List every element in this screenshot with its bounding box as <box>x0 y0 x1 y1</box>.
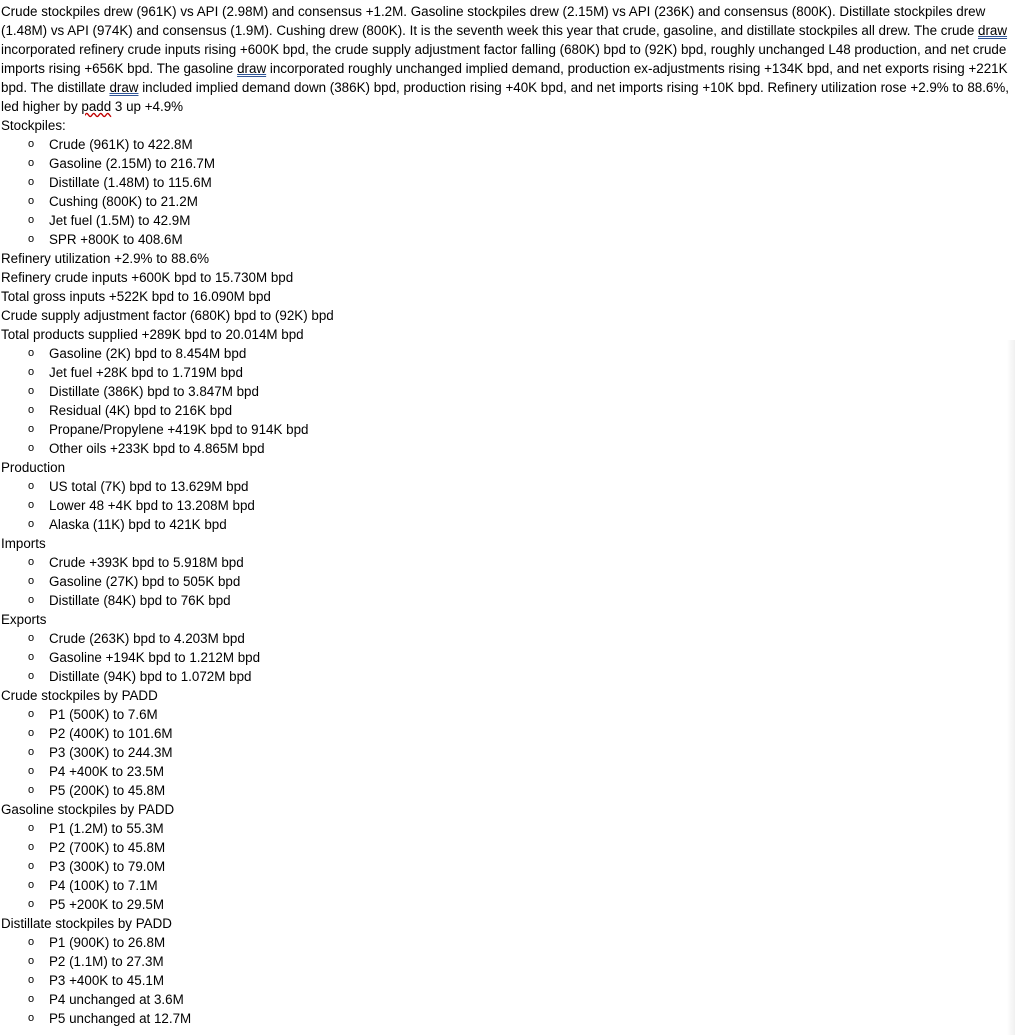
list-item: o P3 (300K) to 244.3M <box>1 743 1013 762</box>
bullet-icon: o <box>27 784 35 796</box>
exports-list <box>1 629 1013 686</box>
production-list <box>1 477 1013 534</box>
intro-text-2: incorporated refinery crude inputs rising +600K bpd, the crude supply adjustment factor falling (680K) bpd to (92K) bpd, roughly unchanged L48 production, and net crude imports rising +656K bpd. The gasoline <box>1 42 1007 76</box>
production-heading: Production <box>1 460 66 475</box>
list-item: o P4 (100K) to 7.1M <box>1 876 1013 895</box>
list-item: o Crude +393K bpd to 5.918M bpd <box>1 553 1013 572</box>
spelling-flag-padd[interactable]: padd <box>81 99 112 114</box>
total-gross-inputs-line: Total gross inputs +522K bpd to 16.090M bpd <box>1 289 271 304</box>
intro-text-5: 3 up +4.9% <box>111 99 184 114</box>
bullet-icon: o <box>27 898 35 910</box>
list-item: o P3 (300K) to 79.0M <box>1 857 1013 876</box>
bullet-icon: o <box>27 993 35 1005</box>
bullet-icon: o <box>27 841 35 853</box>
document-body <box>1 2 1013 1028</box>
list-item: o P2 (400K) to 101.6M <box>1 724 1013 743</box>
bullet-icon: o <box>27 138 35 150</box>
bullet-icon: o <box>27 974 35 986</box>
bullet-icon: o <box>27 727 35 739</box>
crude-adjustment-factor-line: Crude supply adjustment factor (680K) bpd to (92K) bpd <box>1 308 334 323</box>
list-item: o Distillate (84K) bpd to 76K bpd <box>1 591 1013 610</box>
bullet-icon: o <box>27 955 35 967</box>
gasoline-padd-list <box>1 819 1013 914</box>
bullet-icon: o <box>27 518 35 530</box>
list-item: o Distillate (386K) bpd to 3.847M bpd <box>1 382 1013 401</box>
list-item: o P4 +400K to 23.5M <box>1 762 1013 781</box>
bullet-icon: o <box>27 765 35 777</box>
grammar-flag-draw-crude[interactable]: draw <box>978 23 1008 38</box>
list-item: o Propane/Propylene +419K bpd to 914K bpd <box>1 420 1013 439</box>
bullet-icon: o <box>27 385 35 397</box>
distillate-padd-list <box>1 933 1013 1028</box>
crude-padd-heading: Crude stockpiles by PADD <box>1 688 158 703</box>
bullet-icon: o <box>27 670 35 682</box>
bullet-icon: o <box>27 594 35 606</box>
intro-text-3: incorporated roughly unchanged implied demand, production ex-adjustments rising +134K bpd, and net exports rising +221K bpd. The distillate <box>1 61 1008 95</box>
bullet-icon: o <box>27 556 35 568</box>
intro-paragraph <box>1 2 1013 116</box>
grammar-flag-draw-gasoline[interactable]: draw <box>237 61 267 76</box>
list-item: o Residual (4K) bpd to 216K bpd <box>1 401 1013 420</box>
exports-heading: Exports <box>1 612 47 627</box>
list-item: o SPR +800K to 408.6M <box>1 230 1013 249</box>
list-item: o Distillate (1.48M) to 115.6M <box>1 173 1013 192</box>
bullet-icon: o <box>27 936 35 948</box>
distillate-padd-heading: Distillate stockpiles by PADD <box>1 916 172 931</box>
gasoline-padd-heading: Gasoline stockpiles by PADD <box>1 802 175 817</box>
stockpiles-heading: Stockpiles: <box>1 118 66 133</box>
bullet-icon: o <box>27 157 35 169</box>
bullet-icon: o <box>27 366 35 378</box>
bullet-icon: o <box>27 575 35 587</box>
list-item: o P2 (700K) to 45.8M <box>1 838 1013 857</box>
bullet-icon: o <box>27 480 35 492</box>
list-item: o Crude (263K) bpd to 4.203M bpd <box>1 629 1013 648</box>
list-item: o P1 (900K) to 26.8M <box>1 933 1013 952</box>
page-edge-shadow <box>1007 340 1015 1035</box>
bullet-icon: o <box>27 746 35 758</box>
bullet-icon: o <box>27 860 35 872</box>
crude-padd-list <box>1 705 1013 800</box>
imports-heading: Imports <box>1 536 46 551</box>
list-item: o Cushing (800K) to 21.2M <box>1 192 1013 211</box>
bullet-icon: o <box>27 233 35 245</box>
list-item: o Lower 48 +4K bpd to 13.208M bpd <box>1 496 1013 515</box>
list-item: o P2 (1.1M) to 27.3M <box>1 952 1013 971</box>
list-item: o P3 +400K to 45.1M <box>1 971 1013 990</box>
intro-text-1: Crude stockpiles drew (961K) vs API (2.98M) and consensus +1.2M. Gasoline stockpiles drew (2.15M) vs API (236K) and consensus (800K). Distillate stockpiles drew (1.48M) vs API (974K) and consensus (1.9M). Cushing drew (800K). It is the seventh week this year that crude, gasoline, and distillate stockpiles all drew. The crude <box>1 4 986 38</box>
list-item: o Gasoline (2.15M) to 216.7M <box>1 154 1013 173</box>
bullet-icon: o <box>27 708 35 720</box>
bullet-icon: o <box>27 442 35 454</box>
bullet-icon: o <box>27 214 35 226</box>
bullet-icon: o <box>27 632 35 644</box>
list-item: o P1 (500K) to 7.6M <box>1 705 1013 724</box>
products-supplied-list <box>1 344 1013 458</box>
list-item: o P1 (1.2M) to 55.3M <box>1 819 1013 838</box>
list-item: o P5 (200K) to 45.8M <box>1 781 1013 800</box>
bullet-icon: o <box>27 651 35 663</box>
bullet-icon: o <box>27 195 35 207</box>
bullet-icon: o <box>27 879 35 891</box>
grammar-flag-draw-distillate[interactable]: draw <box>109 80 139 95</box>
refinery-crude-inputs-line: Refinery crude inputs +600K bpd to 15.730M bpd <box>1 270 294 285</box>
list-item: o P5 +200K to 29.5M <box>1 895 1013 914</box>
list-item: o Jet fuel (1.5M) to 42.9M <box>1 211 1013 230</box>
list-item: o Crude (961K) to 422.8M <box>1 135 1013 154</box>
list-item: o Distillate (94K) bpd to 1.072M bpd <box>1 667 1013 686</box>
bullet-icon: o <box>27 822 35 834</box>
list-item: o Gasoline (2K) bpd to 8.454M bpd <box>1 344 1013 363</box>
bullet-icon: o <box>27 176 35 188</box>
list-item: o US total (7K) bpd to 13.629M bpd <box>1 477 1013 496</box>
list-item: o Gasoline (27K) bpd to 505K bpd <box>1 572 1013 591</box>
total-products-supplied-line: Total products supplied +289K bpd to 20.014M bpd <box>1 327 304 342</box>
bullet-icon: o <box>27 499 35 511</box>
list-item: o Gasoline +194K bpd to 1.212M bpd <box>1 648 1013 667</box>
bullet-icon: o <box>27 404 35 416</box>
list-item: o Alaska (11K) bpd to 421K bpd <box>1 515 1013 534</box>
bullet-icon: o <box>27 347 35 359</box>
imports-list <box>1 553 1013 610</box>
list-item: o P5 unchanged at 12.7M <box>1 1009 1013 1028</box>
refinery-utilization-line: Refinery utilization +2.9% to 88.6% <box>1 251 210 266</box>
bullet-icon: o <box>27 1012 35 1024</box>
list-item: o Other oils +233K bpd to 4.865M bpd <box>1 439 1013 458</box>
stockpiles-list <box>1 135 1013 249</box>
intro-text-4: included implied demand down (386K) bpd, production rising +40K bpd, and net imports rising +10K bpd. Refinery utilization rose +2.9% to 88.6%, led higher by <box>1 80 1010 114</box>
list-item: o Jet fuel +28K bpd to 1.719M bpd <box>1 363 1013 382</box>
bullet-icon: o <box>27 423 35 435</box>
list-item: o P4 unchanged at 3.6M <box>1 990 1013 1009</box>
